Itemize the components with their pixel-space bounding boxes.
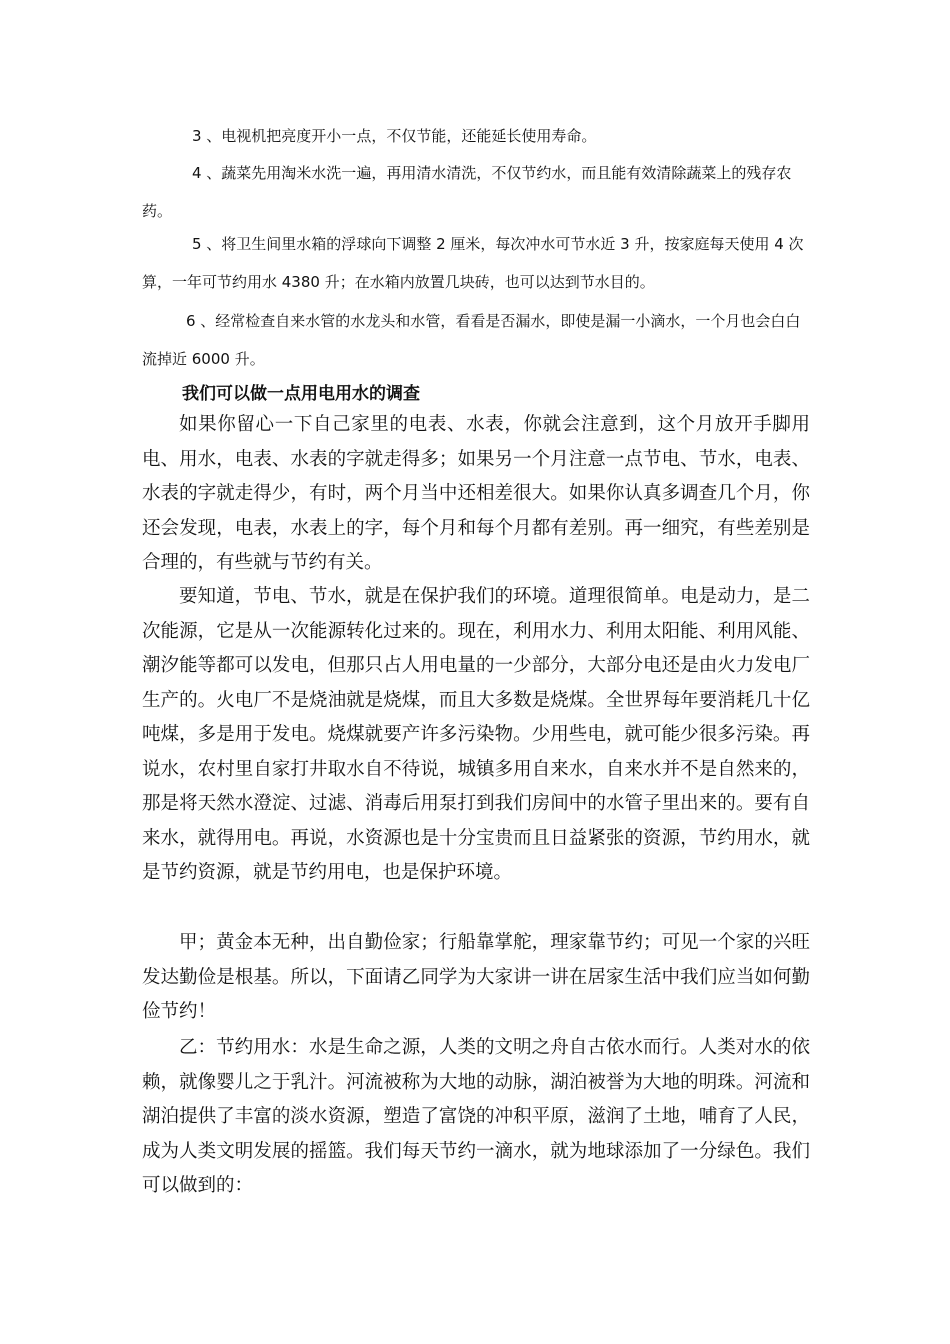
tip-item-3: 3 、电视机把亮度开小一点，不仅节能，还能延长使用寿命。 [192, 127, 597, 145]
paragraph-environment: 要知道，节电、节水，就是在保护我们的环境。道理很简单。电是动力，是二次能源，它是从一次能源转化过来的。现在，利用水力、利用太阳能、利用风能、潮汐能等都可以发电，但那只占人用电量的一少部分，大部分电还是由火力发电厂生产的。火电厂不是烧油就是烧煤，而且大多数是烧煤。全世界每年要消耗几十亿吨煤，多是用于发电。烧煤就要产许多污染物。少用些电，就可能少很多污染。再说水，农村里自家打井取水自不待说，城镇多用自来水，自来水并不是自然来的，那是将天然水澄淀、过滤、消毒后用泵打到我们房间中的水管子里出来的。要有自来水，就得用电。再说，水资源也是十分宝贵而且日益紧张的资源，节约用水，就是节约资源，就是节约用电，也是保护环境。 [142, 586, 810, 883]
tip-item-4: 4 、蔬菜先用淘米水洗一遍，再用清水清洗，不仅节约水，而且能有效清除蔬菜上的残存农药。 [142, 164, 792, 220]
tip-item-6: 6 、经常检查自来水管的水龙头和水管，看看是否漏水，即使是漏一小滴水，一个月也会白白流掉近 6000 升。 [142, 312, 801, 368]
tip-item-5: 5 、将卫生间里水箱的浮球向下调整 2 厘米，每次冲水可节水近 3 升，按家庭每天使用 4 次算，一年可节约用水 4380 升；在水箱内放置几块砖，也可以达到节水目的。 [142, 235, 804, 291]
section-title: 我们可以做一点用电用水的调查 [182, 384, 420, 404]
paragraph-survey: 如果你留心一下自己家里的电表、水表，你就会注意到，这个月放开手脚用电、用水，电表、水表的字就走得多；如果另一个月注意一点节电、节水，电表、水表的字就走得少，有时，两个月当中还相差很大。如果你认真多调查几个月，你还会发现，电表，水表上的字，每个月和每个月都有差别。再一细究，有些差别是合理的，有些就与节约有关。 [142, 414, 810, 573]
paragraph-jia: 甲；黄金本无种，出自勤俭家；行船靠掌舵，理家靠节约；可见一个家的兴旺发达勤俭是根基。所以，下面请乙同学为大家讲一讲在居家生活中我们应当如何勤俭节约！ [142, 932, 810, 1022]
paragraph-yi: 乙：节约用水：水是生命之源，人类的文明之舟自古依水而行。人类对水的依赖，就像婴儿之于乳汁。河流被称为大地的动脉，湖泊被誉为大地的明珠。河流和湖泊提供了丰富的淡水资源，塑造了富饶的冲积平原，滋润了土地，哺育了人民，成为人类文明发展的摇篮。我们每天节约一滴水，就为地球添加了一分绿色。我们可以做到的： [142, 1037, 810, 1196]
